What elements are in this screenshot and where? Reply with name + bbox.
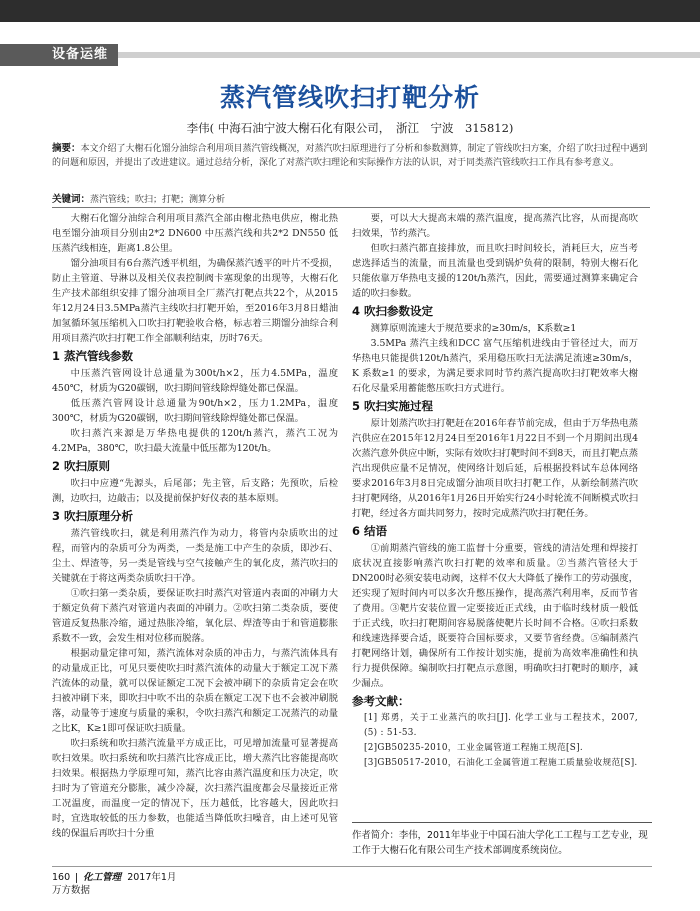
section-heading: 5 吹扫实施过程: [352, 399, 434, 413]
database-brand: 万方数据: [52, 885, 91, 896]
paragraph: 原计划蒸汽吹扫打靶赶在2016年春节前完成，但由于万华热电蒸汽供应在2015年12月24日至2016年1月22日不到一个月期间出现4次蒸汽意外供应中断，实际有效吹扫打靶时间不到8天，而且打靶点蒸汽出现供应量不足情况，使网络计划后延，后根据投料试车总体网络要求2016年3月8日完成馏分油项目吹扫打靶工作，从新绘制蒸汽吹扫打靶网络，从2016年1月26日开始实行24小时轮流不间断模式吹扫打靶，经过各方面共同努力，按时完成蒸汽吹扫打靶任务。: [352, 418, 638, 519]
journal-name: 化工管理: [83, 872, 122, 883]
section-heading: 1 蒸汽管线参数: [52, 349, 134, 363]
left-column: [52, 211, 338, 841]
paragraph: 测算原则流速大于规范要求的≥30m/s，K系数≥1: [370, 323, 577, 334]
author-line: 李伟( 中海石油宁波大榭石化有限公司， 浙江 宁波 315812): [186, 121, 514, 135]
page-number: 160: [52, 872, 71, 883]
paragraph: 根据动量定律可知，蒸汽流体对杂质的冲击力，与蒸汽流体具有的动量成正比，可见只要使吹扫时蒸汽流体的动量大于额定工况下蒸汽流体的动量，就可以保证额定工况下会被冲刷下的杂质肯定会在吹扫被冲刷下来，即吹扫中吹不出的杂质在额定工况下也不会被冲刷脱落，动量等于速度与质量的乘积，令吹扫蒸汽和额定工况蒸汽的动量之比K，K≥1即可保证吹扫质量。: [52, 648, 338, 734]
section-heading: 2 吹扫原则: [52, 459, 111, 473]
abstract: [52, 142, 652, 170]
issue-date: 2017年1月: [127, 872, 177, 883]
paragraph: 3.5MPa 蒸汽主线和DCC 富气压缩机进线由于管径过大，而万华热电只能提供120t/h蒸汽，采用稳压吹扫无法满足流速≥30m/s，K 系数≥1 的要求，为满足要求同时节约蒸汽提高吹扫打靶效率大榭石化尽量采用蓄能憋压吹扫方式进行。: [352, 338, 638, 394]
paragraph: 要，可以大大提高末端的蒸汽温度，提高蒸汽比容，从而提高吹扫效果，节约蒸汽。: [352, 213, 638, 239]
paragraph: 蒸汽管线吹扫，就是利用蒸汽作为动力，将管内杂质吹出的过程，而管内的杂质可分为两类，一类是施工中产生的杂质，即沙石、尘土、焊渣等，另一类是管线与空气接触产生的氧化皮，蒸汽吹扫的关键就在于将这两类杂质吹扫干净。: [52, 528, 338, 584]
paragraph: ①前期蒸汽管线的施工监督十分重要，管线的清洁处理和焊接打底状况直接影响蒸汽吹扫打靶的效率和质量。②当蒸汽管径大于DN200时必须安装电动阀，这样不仅大大降低了操作工的劳动强度，还实现了短时间内可以多次升憋压操作，提高蒸汽利用率，反而节省了费用。③靶片安装位置一定要接近正式线，由于临时线材质一般低于正式线，吹扫打靶期间容易脱落使靶片长时间不合格。④吹扫系数和线速选择要合适，既要符合国标要求，又要节省经费。⑤编制蒸汽打靶网络计划，确保所有工作按计划实施，提前为高效率准确性和执行力提供保障。编制吹扫打靶点示意图，明确吹扫打靶时的顺序，减少漏点。: [352, 543, 638, 689]
reference-item: [1] 郑勇，关于工业蒸汽的吹扫[J]. 化学工业与工程技术，2007, (5) : 51-53.: [364, 713, 638, 738]
section-tab-stripe: [118, 52, 700, 58]
paragraph: 馏分油项目有6台蒸汽透平机组，为确保蒸汽透平的叶片不受损，防止主管道、导淋以及相关仪表控制阀卡塞现象的出现等，大榭石化生产技术部组织安排了馏分油项目全厂蒸汽打靶点共22个，从2015年12月24日3.5MPa蒸汽主线吹扫打靶开始，至2016年3月8日蜡油加氢循环氢压缩机入口吹扫打靶验收合格，标志着三期馏分油综合利用项目蒸汽吹扫打靶工作全部顺利结束，历时76天。: [52, 258, 338, 344]
paragraph: 低压蒸汽管网设计总通量为90t/h×2，压力1.2MPa，温度300℃，材质为G20碳钢，吹扫期间管线除焊缝处都已保温。: [52, 398, 338, 424]
footer-separator: [76, 873, 77, 883]
references-heading: 参考文献：: [352, 694, 410, 708]
section-heading: 4 吹扫参数设定: [352, 304, 434, 318]
article-title: 蒸汽管线吹扫打靶分析: [219, 83, 480, 112]
paragraph: 大榭石化馏分油综合利用项目蒸汽全部由榭北热电供应，榭北热电至馏分油项目分别由2*2 DN600 中压蒸汽线和共2*2 DN550 低压蒸汽线相连，距离1.8公里。: [52, 213, 338, 254]
right-column: [352, 211, 638, 771]
paragraph: 吹扫中应遵“先源头，后尾部；先主管，后支路；先预吹，后检测，边吹扫，边敲击；以及提前保护好仪表的基本原则。: [52, 478, 338, 504]
paragraph: 吹扫蒸汽来源是万华热电提供的120t/h蒸汽，蒸汽工况为4.2MPa，380℃，吹扫最大流量中低压都为120t/h。: [52, 428, 338, 454]
top-dark-band: [0, 0, 700, 22]
author-bio: 作者简介：李伟，2011年毕业于中国石油大学化工工程与工艺专业，现工作于大榭石化有限公司生产技术部调度系统岗位。: [352, 822, 652, 858]
reference-item: [2]GB50235-2010，工业金属管道工程施工规范[S].: [364, 743, 583, 753]
keywords-label: 关键词：: [52, 194, 91, 205]
footer-divider: [52, 866, 652, 867]
keywords: [52, 193, 652, 207]
abstract-label: 摘要：: [52, 143, 81, 154]
paragraph: 吹扫系统和吹扫蒸汽流量平方成正比，可见增加流量可显著提高吹扫效果。吹扫系统和吹扫蒸汽比容成正比，增大蒸汽比容能提高吹扫效果。根据热力学原理可知，蒸汽比容由蒸汽温度和压力决定，吹扫时为了管道充分膨胀，减少冷凝，次扫蒸汽温度都会尽量接近正常工况温度，而温度一定的情况下，压力越低，比容越大，因此吹扫时，宜选取较低的压力参数，也能适当降低吹扫噪音，由上述可见管线的保温后再吹扫十分重: [52, 738, 338, 839]
footer: [52, 871, 176, 897]
keywords-text: 蒸汽管线；吹扫；打靶；测算分析: [90, 195, 226, 205]
section-heading: 6 结语: [352, 524, 388, 538]
abstract-text: 本文介绍了大榭石化馏分油综合利用项目蒸汽管线概况，对蒸汽吹扫原理进行了分析和参数测算，制定了管线吹扫方案，介绍了吹扫过程中遇到的问题和原因，并提出了改进建议。通过总结分析，深化了对蒸汽吹扫理论和实际操作方法的认识，对于同类蒸汽管线吹扫工作具有参考意义。: [52, 144, 648, 168]
paragraph: 中压蒸汽管网设计总通量为300t/h×2，压力4.5MPa，温度450℃，材质为G20碳钢，吹扫期间管线除焊缝处都已保温。: [52, 368, 338, 394]
paragraph: ①吹扫第一类杂质，要保证吹扫时蒸汽对管道内表面的冲刷力大于额定负荷下蒸汽对管道内表面的冲刷力。②吹扫第二类杂质，要使管道反复热胀冷缩，通过热胀冷缩，氧化层、焊渣等由于和管道膨胀系数不一致，会发生相对位移而脱落。: [52, 588, 338, 644]
reference-item: [3]GB50517-2010，石油化工金属管道工程施工质量验收规范[S].: [364, 758, 638, 768]
paragraph: 但吹扫蒸汽都直接排放，而且吹扫时间较长，消耗巨大，应当考虑选择适当的流量，而且流量也受到锅炉负荷的限制，特别大榭石化只能依靠万华热电支援的120t/h蒸汽，因此，需要通过测算来确定合适的吹扫参数。: [352, 243, 638, 299]
section-tab: 设备运维: [52, 47, 109, 62]
divider: [52, 207, 650, 208]
section-heading: 3 吹扫原理分析: [52, 509, 134, 523]
